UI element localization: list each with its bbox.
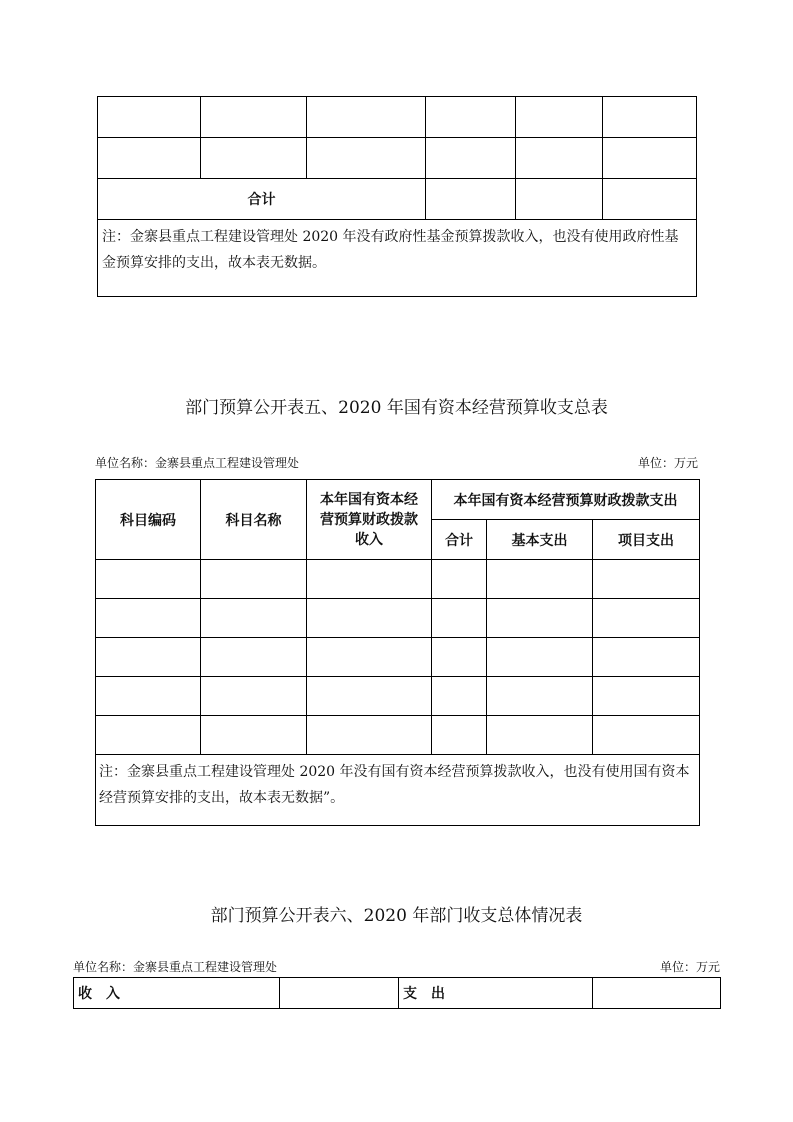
table-cell xyxy=(426,179,516,220)
table-cell xyxy=(487,638,593,677)
table-cell xyxy=(201,97,307,138)
table-row xyxy=(98,138,697,179)
table-cell xyxy=(432,599,487,638)
table-cell xyxy=(603,179,697,220)
table-cell xyxy=(593,677,700,716)
header-total: 合计 xyxy=(432,520,487,560)
header-income-line1: 本年国有资本经 xyxy=(320,491,418,508)
table-cell xyxy=(96,716,201,755)
table-cell xyxy=(593,560,700,599)
table-row xyxy=(98,97,697,138)
header-row xyxy=(74,978,721,1009)
header-name: 科目名称 xyxy=(201,480,307,560)
table-cell xyxy=(307,97,426,138)
header-expense: 支 出 xyxy=(399,978,593,1009)
table-cell xyxy=(432,716,487,755)
table-cell xyxy=(201,638,307,677)
note-row xyxy=(98,220,697,297)
table-cell xyxy=(516,97,603,138)
table-cell xyxy=(516,138,603,179)
header-row xyxy=(96,480,700,520)
section6-unit: 单位：万元 xyxy=(659,960,720,974)
table-cell xyxy=(201,560,307,599)
table-cell xyxy=(96,638,201,677)
table-cell xyxy=(307,138,426,179)
table-cell xyxy=(201,716,307,755)
section5-title: 部门预算公开表五、2020 年国有资本经营预算收支总表 xyxy=(185,398,608,418)
table-cell xyxy=(98,138,201,179)
section6-title: 部门预算公开表六、2020 年部门收支总体情况表 xyxy=(210,906,583,926)
header-code: 科目编码 xyxy=(96,480,201,560)
table-cell xyxy=(96,560,201,599)
table-cell xyxy=(432,638,487,677)
section6-unit-name: 单位名称：金寨县重点工程建设管理处 xyxy=(73,960,278,974)
table-cell xyxy=(307,716,432,755)
table-cell xyxy=(432,677,487,716)
total-label: 合计 xyxy=(98,179,426,220)
section5-unit: 单位：万元 xyxy=(637,456,698,470)
table-row xyxy=(96,638,700,677)
table-cell xyxy=(603,97,697,138)
table-cell xyxy=(201,677,307,716)
table-cell xyxy=(426,97,516,138)
table-row xyxy=(96,716,700,755)
table-cell xyxy=(593,599,700,638)
table-row xyxy=(96,677,700,716)
table-cell xyxy=(487,560,593,599)
header-basic: 基本支出 xyxy=(487,520,593,560)
table-cell xyxy=(487,716,593,755)
table-state-capital-budget xyxy=(95,479,700,826)
table-cell xyxy=(593,638,700,677)
table-cell xyxy=(96,677,201,716)
table-cell xyxy=(432,560,487,599)
header-income xyxy=(307,480,432,560)
table-cell xyxy=(280,978,399,1009)
table-cell xyxy=(307,677,432,716)
table-cell xyxy=(307,560,432,599)
note-row xyxy=(96,755,700,826)
table-row xyxy=(96,560,700,599)
total-row xyxy=(98,179,697,220)
table-cell xyxy=(307,599,432,638)
table-cell xyxy=(307,638,432,677)
table-cell xyxy=(516,179,603,220)
header-project: 项目支出 xyxy=(593,520,700,560)
table-row xyxy=(96,599,700,638)
header-income: 收 入 xyxy=(74,978,280,1009)
table-government-fund-continuation xyxy=(97,96,697,297)
header-expense-group: 本年国有资本经营预算财政拨款支出 xyxy=(432,480,700,520)
table-cell xyxy=(98,97,201,138)
table-cell xyxy=(487,677,593,716)
table-cell xyxy=(487,599,593,638)
section5-unit-name: 单位名称：金寨县重点工程建设管理处 xyxy=(95,456,300,470)
table-cell xyxy=(426,138,516,179)
table-cell xyxy=(603,138,697,179)
table-department-income-expense xyxy=(73,977,721,1009)
table-note: 注：金寨县重点工程建设管理处 2020 年没有政府性基金预算拨款收入，也没有使用政府性基金预算安排的支出，故本表无数据。 xyxy=(98,220,697,297)
header-income-line3: 收入 xyxy=(355,531,383,548)
header-income-line2: 营预算财政拨款 xyxy=(320,511,418,528)
table-cell xyxy=(593,978,721,1009)
table-cell xyxy=(201,138,307,179)
table-cell xyxy=(201,599,307,638)
table-cell xyxy=(593,716,700,755)
table-note: 注：金寨县重点工程建设管理处 2020 年没有国有资本经营预算拨款收入，也没有使用国有资本经营预算安排的支出，故本表无数据”。 xyxy=(96,755,700,826)
table-cell xyxy=(96,599,201,638)
